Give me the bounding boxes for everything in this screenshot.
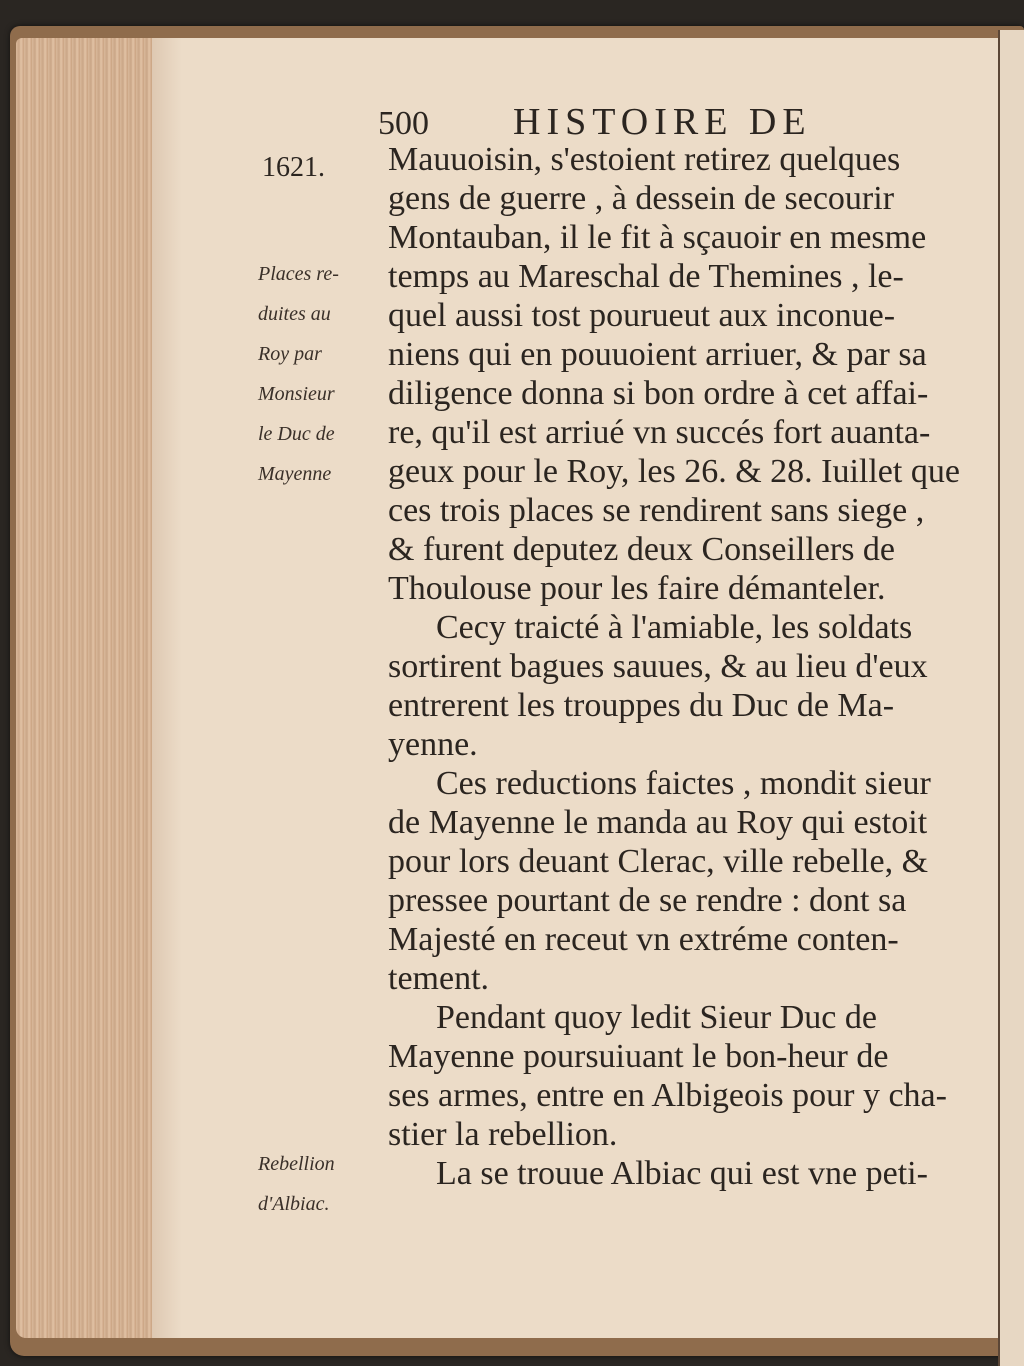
text-line: diligence donna si bon ordre à cet affai-: [388, 375, 929, 412]
running-title: HISTOIRE DE: [513, 101, 812, 143]
text-line: niens qui en pouuoient arriuer, & par sa: [388, 336, 927, 373]
text-line: stier la rebellion.: [388, 1116, 618, 1153]
margin-line: Mayenne: [258, 463, 332, 485]
text-line: pour lors deuant Clerac, ville rebelle, &: [388, 843, 929, 880]
text-line: Majesté en receut vn extréme conten-: [388, 921, 899, 958]
text-line: entrerent les trouppes du Duc de Ma-: [388, 687, 895, 724]
text-line: & furent deputez deux Conseillers de: [388, 531, 896, 568]
text-line: Cecy traicté à l'amiable, les soldats: [436, 609, 913, 646]
text-line: temps au Mareschal de Themines , le-: [388, 258, 904, 295]
text-line: Mauuoisin, s'estoient retirez quelques: [388, 141, 901, 178]
margin-line: d'Albiac.: [258, 1193, 330, 1215]
margin-line: Places re-: [258, 263, 339, 285]
text-line: Thoulouse pour les faire démanteler.: [388, 570, 886, 607]
body-text: [388, 140, 988, 1193]
text-line: La se trouue Albiac qui est vne peti-: [436, 1155, 928, 1192]
text-line: yenne.: [388, 726, 478, 763]
text-line: Pendant quoy ledit Sieur Duc de: [436, 999, 877, 1036]
text-line: tement.: [388, 960, 490, 997]
page-number: 500: [378, 105, 429, 142]
margin-note-rebellion: [258, 1144, 335, 1224]
text-line: de Mayenne le manda au Roy qui estoit: [388, 804, 928, 841]
margin-line: Rebellion: [258, 1153, 335, 1175]
margin-note-places: [258, 254, 339, 494]
margin-line: le Duc de: [258, 423, 335, 445]
margin-line: duites au: [258, 303, 331, 325]
text-line: ses armes, entre en Albigeois pour y cha-: [388, 1077, 947, 1114]
text-line: sortirent bagues sauues, & au lieu d'eux: [388, 648, 928, 685]
margin-line: Roy par: [258, 343, 322, 365]
text-line: gens de guerre , à dessein de secourir: [388, 180, 895, 217]
text-line: quel aussi tost pourueut aux inconue-: [388, 297, 896, 334]
text-line: Montauban, il le fit à sçauoir en mesme: [388, 219, 927, 256]
margin-year: 1621.: [262, 152, 325, 183]
page-edges: [16, 38, 162, 1338]
running-head: [378, 100, 812, 144]
text-line: ces trois places se rendirent sans siege ,: [388, 492, 925, 529]
text-line: Mayenne poursuiuant le bon-heur de: [388, 1038, 889, 1075]
text-line: geux pour le Roy, les 26. & 28. Iuillet que: [388, 453, 960, 490]
text-line: re, qu'il est arriué vn succés fort auanta-: [388, 414, 931, 451]
text-line: pressee pourtant de se rendre : dont sa: [388, 882, 907, 919]
text-line: Ces reductions faictes , mondit sieur: [436, 765, 931, 802]
facing-page-edge: [998, 30, 1024, 1366]
margin-line: Monsieur: [258, 383, 335, 405]
